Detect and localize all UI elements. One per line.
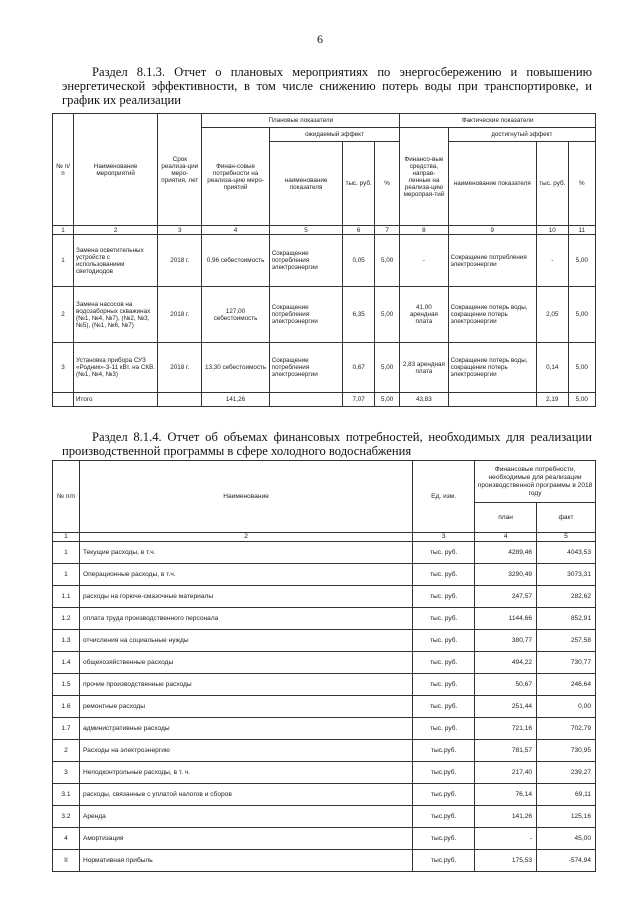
col-number: 3 [413, 533, 475, 542]
row-term: 2018 г. [158, 235, 202, 287]
planned-group-header: Плановые показатели [202, 114, 400, 128]
table-row [53, 287, 596, 343]
row-name: оплата труда производственного персонала [79, 608, 412, 630]
row-num: 1.7 [53, 718, 80, 740]
row-fact-effect: Сокращение потребления электроэнергии [448, 235, 536, 287]
row-name: Текущие расходы, в т.ч. [79, 542, 412, 564]
row-unit: тыс. руб. [413, 564, 475, 586]
row-plan-effect: Сокращение потребления электроэнергии [269, 343, 343, 393]
col-num-header: № п/п [53, 461, 80, 533]
row-fact-rub: - [537, 235, 569, 287]
row-fact-rub: 2,05 [537, 287, 569, 343]
table-row [53, 608, 596, 630]
row-fact-finance: 41,00 арендная плата [400, 287, 448, 343]
percent-header-2: % [568, 142, 595, 226]
row-fact-pct: 5,00 [568, 343, 595, 393]
row-fact: 257,58 [537, 630, 596, 652]
row-unit: тыс.руб. [413, 806, 475, 828]
table-row [53, 850, 596, 872]
column-numbers-row [53, 533, 596, 542]
row-unit: тыс. руб. [413, 630, 475, 652]
col-number: 4 [475, 533, 537, 542]
col-number: 5 [537, 533, 596, 542]
row-num: 1.1 [53, 586, 80, 608]
percent-header: % [374, 142, 399, 226]
column-numbers-row [53, 226, 596, 235]
row-num: 4 [53, 828, 80, 850]
row-unit: тыс. руб. [413, 718, 475, 740]
row-plan: 251,44 [475, 696, 537, 718]
table-row [53, 696, 596, 718]
row-name: Замена насосов на водозаборных скважинах (№1, №4, №7), (№2, №3, №5), (№1, №6, №7) [74, 287, 158, 343]
row-fact: 4043,53 [537, 542, 596, 564]
row-plan-finance: 0,96 себестоимость [202, 235, 269, 287]
row-name: прочие производственные расходы [79, 674, 412, 696]
total-fact-pct: 5,00 [568, 393, 595, 407]
row-unit: тыс.руб. [413, 850, 475, 872]
col-number: 1 [53, 226, 74, 235]
row-plan-finance: 13,30 себестоимость [202, 343, 269, 393]
col-number: 11 [568, 226, 595, 235]
achieved-effect-header: достигнутый эффект [448, 128, 595, 142]
col-number: 2 [79, 533, 412, 542]
row-plan: 4289,46 [475, 542, 537, 564]
row-num: 3.1 [53, 784, 80, 806]
row-unit: тыс. руб. [413, 608, 475, 630]
row-num: 1 [53, 564, 80, 586]
table-row [53, 740, 596, 762]
col-num-header: № п/п [53, 114, 74, 226]
table-row [53, 762, 596, 784]
col-number: 8 [400, 226, 448, 235]
col-number: 4 [202, 226, 269, 235]
row-num: 1 [53, 542, 80, 564]
row-fact-effect: Сокращение потерь воды, сокращение потерь электроэнергии [448, 343, 536, 393]
row-num: 3 [53, 762, 80, 784]
row-name: Операционные расходы, в т.ч. [79, 564, 412, 586]
total-plan-finance: 141,26 [202, 393, 269, 407]
col-name-header: Наименование мероприятий [74, 114, 158, 226]
row-plan: 380,77 [475, 630, 537, 652]
row-name: Неподконтрольные расходы, в т. ч. [79, 762, 412, 784]
effect-name-header-2: наименование показателя [448, 142, 536, 226]
row-fact: -574,94 [537, 850, 596, 872]
row-num: 2 [53, 740, 80, 762]
row-plan-rub: 0,05 [343, 235, 375, 287]
row-fact: 125,16 [537, 806, 596, 828]
row-plan: 50,67 [475, 674, 537, 696]
col-number: 2 [74, 226, 158, 235]
total-plan-pct: 5,00 [374, 393, 399, 407]
row-fact-effect: Сокращение потерь воды, сокращение потерь электроэнергии [448, 287, 536, 343]
table-row [53, 718, 596, 740]
row-num: 1.3 [53, 630, 80, 652]
row-num: 2 [53, 287, 74, 343]
col-number: 10 [537, 226, 569, 235]
col-number: 7 [374, 226, 399, 235]
row-fact-pct: 5,00 [568, 287, 595, 343]
row-plan-pct: 5,00 [374, 343, 399, 393]
row-fact: 69,11 [537, 784, 596, 806]
row-num: 3.2 [53, 806, 80, 828]
table-row [53, 343, 596, 393]
total-label: Итого [74, 393, 158, 407]
row-term: 2018 г. [158, 287, 202, 343]
row-plan: 247,57 [475, 586, 537, 608]
thous-rub-header-2: тыс. руб. [537, 142, 569, 226]
row-fact: 3073,31 [537, 564, 596, 586]
row-fact: 45,00 [537, 828, 596, 850]
row-plan-finance: 127,00 себестоимость [202, 287, 269, 343]
row-num: 1 [53, 235, 74, 287]
effect-name-header: наименование показателя [269, 142, 343, 226]
col-number: 3 [158, 226, 202, 235]
row-name: расходы, связанные с уплатой налогов и сборов [79, 784, 412, 806]
row-num: 1.4 [53, 652, 80, 674]
page-number: 6 [317, 32, 323, 46]
row-unit: тыс. руб. [413, 674, 475, 696]
row-plan: 217,40 [475, 762, 537, 784]
row-fact-finance: - [400, 235, 448, 287]
plan-header: план [475, 503, 537, 533]
row-plan: 721,16 [475, 718, 537, 740]
row-fact-finance: 2,83 арендная плата [400, 343, 448, 393]
row-plan: 76,14 [475, 784, 537, 806]
row-name: ремонтные расходы [79, 696, 412, 718]
row-num: 1.6 [53, 696, 80, 718]
row-name: общехозяйственные расходы [79, 652, 412, 674]
row-fact: 730,77 [537, 652, 596, 674]
row-unit: тыс.руб. [413, 762, 475, 784]
col-number: 1 [53, 533, 80, 542]
row-unit: тыс. руб. [413, 586, 475, 608]
row-fact-rub: 0,14 [537, 343, 569, 393]
row-fact: 852,91 [537, 608, 596, 630]
row-plan: - [475, 828, 537, 850]
row-fact: 0,00 [537, 696, 596, 718]
col-number: 5 [269, 226, 343, 235]
energy-saving-table [52, 113, 596, 407]
table-row [53, 235, 596, 287]
table-row [53, 674, 596, 696]
col-unit-header: Ед. изм. [413, 461, 475, 533]
col-name-header: Наименование [79, 461, 412, 533]
actual-group-header: Фактические показатели [400, 114, 596, 128]
row-num: 1.2 [53, 608, 80, 630]
row-fact: 246,64 [537, 674, 596, 696]
row-fact: 730,95 [537, 740, 596, 762]
row-name: Аренда [79, 806, 412, 828]
row-term: 2018 г. [158, 343, 202, 393]
table-row [53, 806, 596, 828]
col-number: 9 [448, 226, 536, 235]
row-plan-pct: 5,00 [374, 235, 399, 287]
row-plan-pct: 5,00 [374, 287, 399, 343]
table-row [53, 564, 596, 586]
row-name: Амортизация [79, 828, 412, 850]
col-term-header: Срок реализа-ции меро-приятия, лет [158, 114, 202, 226]
row-plan: 494,22 [475, 652, 537, 674]
actual-finance-header: Финансо-вые средства, направ-ленные на реализа-цию меропрая-тий [400, 128, 448, 226]
total-fact-finance: 43,83 [400, 393, 448, 407]
total-plan-rub: 7,07 [343, 393, 375, 407]
row-plan: 3290,49 [475, 564, 537, 586]
table-row [53, 652, 596, 674]
row-plan: 1144,66 [475, 608, 537, 630]
row-num: II [53, 850, 80, 872]
table-row [53, 542, 596, 564]
row-fact: 702,79 [537, 718, 596, 740]
expected-effect-header: ожидаемый эффект [269, 128, 399, 142]
total-fact-rub: 2,19 [537, 393, 569, 407]
row-fact: 239,27 [537, 762, 596, 784]
financial-needs-header: Финансовые потребности, необходимые для реализации производственной программы в 2018 году [475, 461, 596, 503]
col-number: 6 [343, 226, 375, 235]
row-name: административные расходы [79, 718, 412, 740]
row-fact-pct: 5,00 [568, 235, 595, 287]
row-plan-rub: 6,35 [343, 287, 375, 343]
row-name: Нормативная прибыль [79, 850, 412, 872]
table-row [53, 784, 596, 806]
row-fact: 282,62 [537, 586, 596, 608]
section-2-heading: Раздел 8.1.4. Отчет об объемах финансовых потребностей, необходимых для реализации производственной программы в сфере холодного водоснабжения [62, 430, 592, 458]
row-unit: тыс.руб. [413, 828, 475, 850]
section-1-heading: Раздел 8.1.3. Отчет о плановых мероприятиях по энергосбережению и повышению энергетической эффективности, в том числе снижению потерь воды при транспортировке, и график их реализации [62, 65, 592, 107]
row-plan-rub: 0,67 [343, 343, 375, 393]
row-unit: тыс. руб. [413, 652, 475, 674]
row-plan-effect: Сокращение потребления электроэнергии [269, 235, 343, 287]
row-unit: тыс.руб. [413, 784, 475, 806]
row-name: Расходы на электроэнергию [79, 740, 412, 762]
row-name: Установка прибора СУЗ «Родник»-3-11 кВт. на СКВ. (№1, №4, №3) [74, 343, 158, 393]
total-row [53, 393, 596, 407]
table-row [53, 828, 596, 850]
thous-rub-header: тыс. руб. [343, 142, 375, 226]
row-name: отчисления на социальные нужды [79, 630, 412, 652]
table-row [53, 586, 596, 608]
row-num: 3 [53, 343, 74, 393]
financial-needs-table [52, 460, 596, 872]
row-name: Замена осветительных устройств с использованием светодиодов [74, 235, 158, 287]
row-unit: тыс. руб. [413, 542, 475, 564]
row-num: 1.5 [53, 674, 80, 696]
planned-finance-header: Финан-совые потребности на реализа-цию меро-приятий [202, 128, 269, 226]
row-plan: 175,53 [475, 850, 537, 872]
table-row [53, 630, 596, 652]
row-plan-effect: Сокращение потребления электроэнергии [269, 287, 343, 343]
fact-header: факт [537, 503, 596, 533]
row-unit: тыс.руб. [413, 740, 475, 762]
row-name: расходы на горюче-смазочные материалы [79, 586, 412, 608]
row-unit: тыс. руб. [413, 696, 475, 718]
row-plan: 141,26 [475, 806, 537, 828]
row-plan: 781,57 [475, 740, 537, 762]
